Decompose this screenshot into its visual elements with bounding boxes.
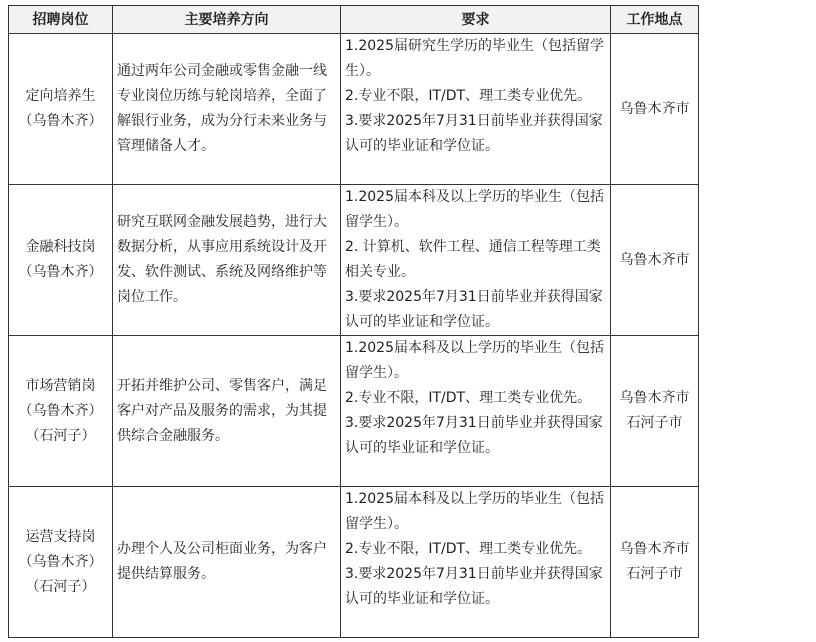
position-cell <box>9 34 113 185</box>
table-row <box>9 487 699 638</box>
requirement-item: 3.要求2025年7月31日前毕业并获得国家认可的毕业证和学位证。 <box>345 113 603 154</box>
requirement-item: 2.专业不限，IT/DT、理工类专业优先。 <box>345 541 592 557</box>
location-cell <box>611 185 699 336</box>
requirement-item: 2. 计算机、软件工程、通信工程等理工类相关专业。 <box>345 239 601 280</box>
position-city: （乌鲁木齐） <box>18 553 103 570</box>
location-name: 石河子市 <box>626 566 683 582</box>
position-cell <box>9 336 113 487</box>
location-cell <box>611 487 699 638</box>
location-cell <box>611 336 699 487</box>
location-name: 乌鲁木齐市 <box>619 251 690 268</box>
header-position: 招聘岗位 <box>9 6 113 34</box>
requirement-item: 1.2025届本科及以上学历的毕业生（包括留学生）。 <box>345 340 604 381</box>
requirement-item: 2.专业不限，IT/DT、理工类专业优先。 <box>345 88 592 104</box>
requirements-cell <box>341 34 611 185</box>
location-name: 乌鲁木齐市 <box>619 541 690 557</box>
position-cell <box>9 185 113 336</box>
header-row <box>9 6 699 34</box>
position-city: （石河子） <box>25 427 96 444</box>
position-name: 运营支持岗 <box>25 528 96 545</box>
header-location: 工作地点 <box>611 6 699 34</box>
requirement-item: 2.专业不限，IT/DT、理工类专业优先。 <box>345 390 592 406</box>
header-direction: 主要培养方向 <box>113 6 341 34</box>
requirement-item: 1.2025届研究生学历的毕业生（包括留学生）。 <box>345 38 604 79</box>
table-row <box>9 336 699 487</box>
position-name: 定向培养生 <box>25 88 96 104</box>
location-name: 石河子市 <box>626 415 683 431</box>
position-cell <box>9 487 113 638</box>
direction-cell: 开拓并维护公司、零售客户，满足客户对产品及服务的需求，为其提供综合金融服务。 <box>113 336 341 487</box>
requirement-item: 3.要求2025年7月31日前毕业并获得国家认可的毕业证和学位证。 <box>345 415 603 456</box>
direction-cell: 研究互联网金融发展趋势，进行大数据分析，从事应用系统设计及开发、软件测试、系统及网络维护等岗位工作。 <box>113 185 341 336</box>
location-cell <box>611 34 699 185</box>
position-name: 市场营销岗 <box>25 377 96 394</box>
requirement-item: 1.2025届本科及以上学历的毕业生（包括留学生）。 <box>345 491 604 532</box>
requirement-item: 1.2025届本科及以上学历的毕业生（包括留学生）。 <box>345 189 604 230</box>
position-city: （石河子） <box>25 578 96 595</box>
location-name: 乌鲁木齐市 <box>619 390 690 406</box>
table-row <box>9 185 699 336</box>
requirements-cell <box>341 336 611 487</box>
direction-cell: 办理个人及公司柜面业务，为客户提供结算服务。 <box>113 487 341 638</box>
recruitment-table <box>8 5 699 638</box>
table-row <box>9 34 699 185</box>
direction-cell: 通过两年公司金融或零售金融一线专业岗位历练与轮岗培养，全面了解银行业务，成为分行未来业务与管理储备人才。 <box>113 34 341 185</box>
header-requirements: 要求 <box>341 6 611 34</box>
requirement-item: 3.要求2025年7月31日前毕业并获得国家认可的毕业证和学位证。 <box>345 566 603 607</box>
requirements-cell <box>341 487 611 638</box>
position-city: （乌鲁木齐） <box>18 113 103 129</box>
position-city: （乌鲁木齐） <box>18 264 103 280</box>
requirement-item: 3.要求2025年7月31日前毕业并获得国家认可的毕业证和学位证。 <box>345 289 603 330</box>
location-name: 乌鲁木齐市 <box>619 100 690 117</box>
position-city: （乌鲁木齐） <box>18 402 103 419</box>
position-name: 金融科技岗 <box>25 239 96 255</box>
requirements-cell <box>341 185 611 336</box>
